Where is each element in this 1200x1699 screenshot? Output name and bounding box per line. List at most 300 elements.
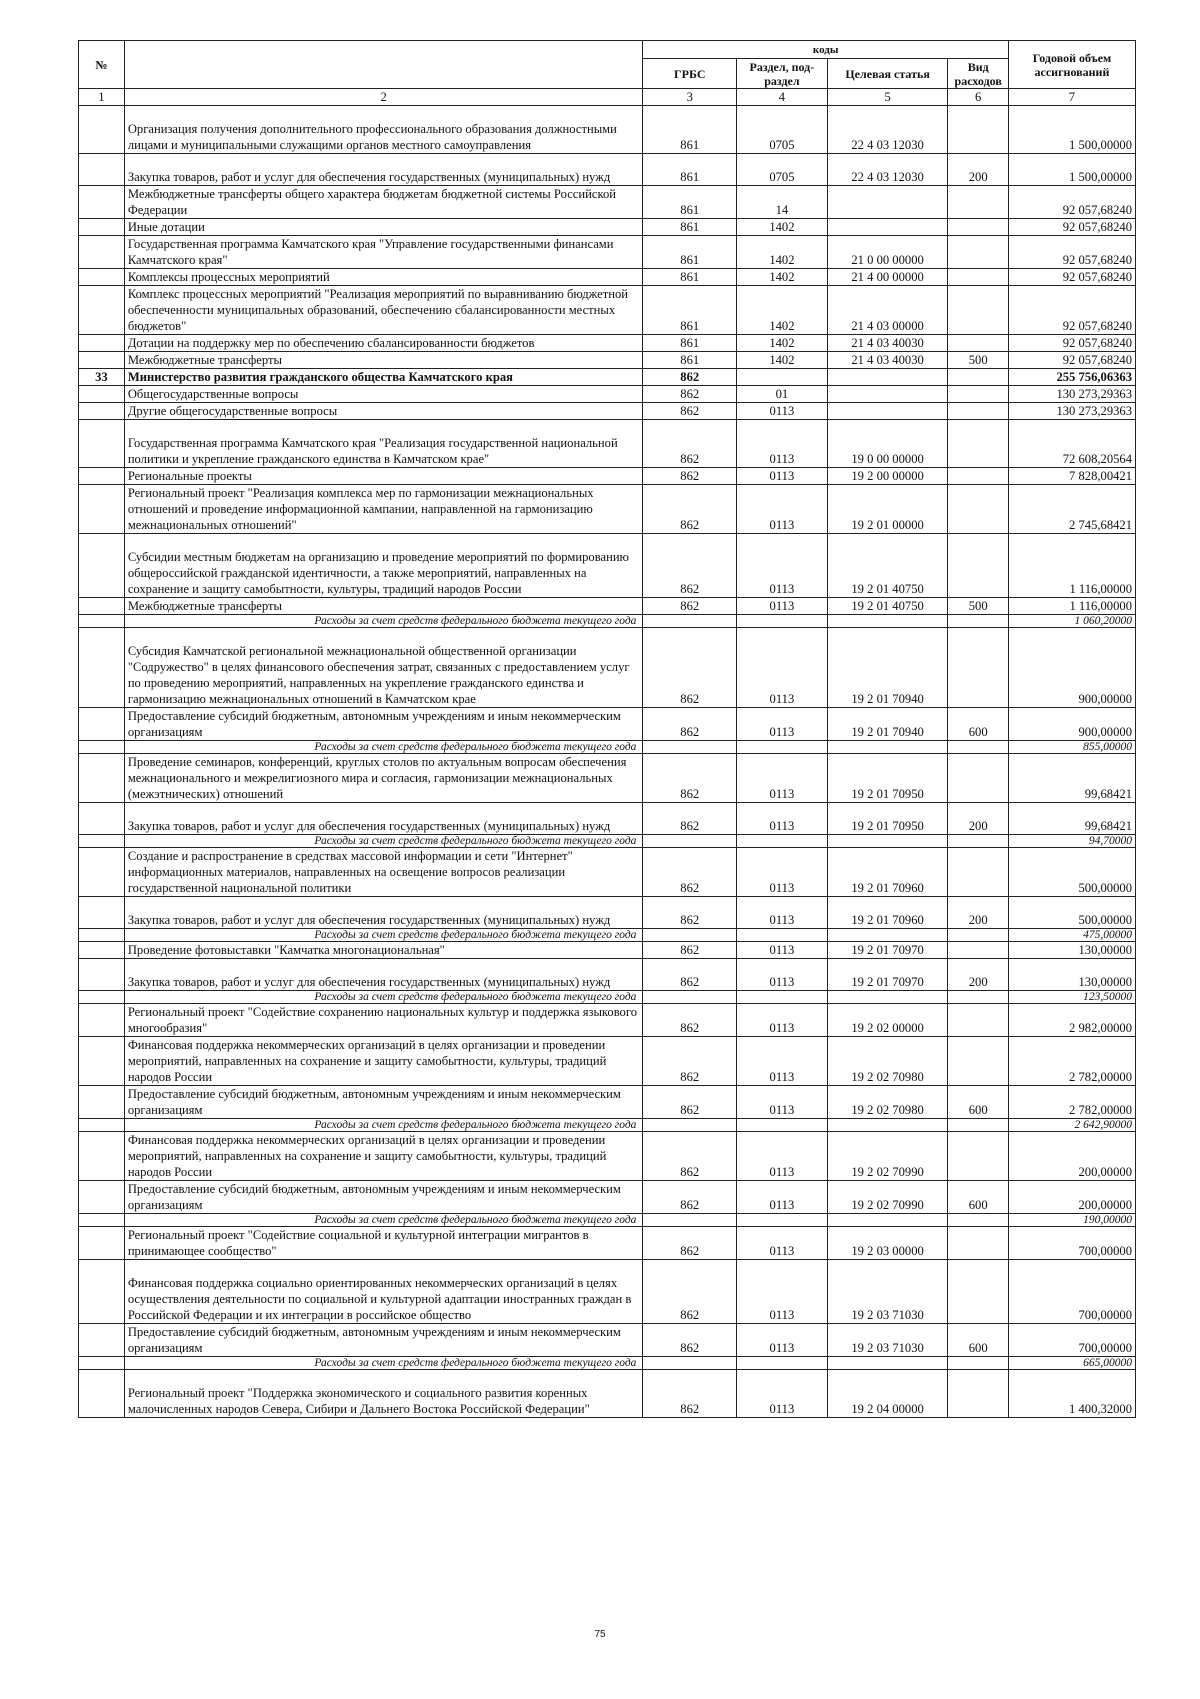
row-expense-type bbox=[948, 219, 1008, 236]
row-section bbox=[737, 615, 828, 628]
row-target-article: 19 2 01 70940 bbox=[827, 628, 948, 708]
federal-funds-row bbox=[79, 1214, 1136, 1227]
row-expense-type bbox=[948, 1227, 1008, 1260]
row-expense-type bbox=[948, 403, 1008, 420]
row-section bbox=[737, 741, 828, 754]
row-grbs bbox=[643, 929, 737, 942]
row-section: 0113 bbox=[737, 420, 828, 468]
row-amount: 99,68421 bbox=[1008, 754, 1135, 803]
row-grbs: 862 bbox=[643, 708, 737, 741]
row-expense-type bbox=[948, 929, 1008, 942]
row-target-article: 19 2 01 70970 bbox=[827, 959, 948, 991]
row-name: Региональные проекты bbox=[124, 468, 643, 485]
row-expense-type bbox=[948, 991, 1008, 1004]
row-amount: 700,00000 bbox=[1008, 1227, 1135, 1260]
table-row bbox=[79, 269, 1136, 286]
row-target-article: 19 2 03 71030 bbox=[827, 1260, 948, 1324]
row-target-article bbox=[827, 929, 948, 942]
row-number bbox=[79, 286, 125, 335]
row-expense-type bbox=[948, 741, 1008, 754]
header-number: № bbox=[79, 41, 125, 89]
row-section: 0113 bbox=[737, 897, 828, 929]
row-grbs: 862 bbox=[643, 1086, 737, 1119]
row-number bbox=[79, 1227, 125, 1260]
row-number bbox=[79, 386, 125, 403]
row-number bbox=[79, 991, 125, 1004]
row-expense-type bbox=[948, 1037, 1008, 1086]
row-expense-type bbox=[948, 628, 1008, 708]
table-row bbox=[79, 420, 1136, 468]
row-expense-type bbox=[948, 1132, 1008, 1181]
row-grbs: 862 bbox=[643, 420, 737, 468]
row-amount: 2 782,00000 bbox=[1008, 1037, 1135, 1086]
row-name: Проведение фотовыставки "Камчатка многонациональная" bbox=[124, 942, 643, 959]
row-target-article: 21 4 03 40030 bbox=[827, 352, 948, 369]
row-grbs: 861 bbox=[643, 106, 737, 154]
table-row bbox=[79, 154, 1136, 186]
table-row bbox=[79, 897, 1136, 929]
row-section: 0705 bbox=[737, 106, 828, 154]
row-number bbox=[79, 1181, 125, 1214]
row-grbs: 862 bbox=[643, 942, 737, 959]
row-name: Предоставление субсидий бюджетным, автономным учреждениям и иным некоммерческим организациям bbox=[124, 1181, 643, 1214]
row-grbs bbox=[643, 615, 737, 628]
row-name: Финансовая поддержка социально ориентированных некоммерческих организаций в целях осуществления деятельности по социальной и культурной адаптации иностранных граждан в Российской Федерации и их интеграции в российское общество bbox=[124, 1260, 643, 1324]
row-target-article: 19 2 01 70970 bbox=[827, 942, 948, 959]
row-expense-type bbox=[948, 1370, 1008, 1418]
row-section: 01 bbox=[737, 386, 828, 403]
row-amount: 72 608,20564 bbox=[1008, 420, 1135, 468]
row-name: Организация получения дополнительного профессионального образования должностными лицами и муниципальными служащими органов местного самоуправления bbox=[124, 106, 643, 154]
row-amount: 94,70000 bbox=[1008, 835, 1135, 848]
row-target-article: 19 2 01 70950 bbox=[827, 754, 948, 803]
row-target-article bbox=[827, 219, 948, 236]
row-name: Расходы за счет средств федерального бюджета текущего года bbox=[124, 1357, 643, 1370]
row-amount: 92 057,68240 bbox=[1008, 236, 1135, 269]
row-target-article: 21 0 00 00000 bbox=[827, 236, 948, 269]
row-section: 0113 bbox=[737, 942, 828, 959]
row-section: 1402 bbox=[737, 236, 828, 269]
row-number bbox=[79, 1260, 125, 1324]
row-grbs: 862 bbox=[643, 754, 737, 803]
row-grbs: 862 bbox=[643, 628, 737, 708]
column-number: 2 bbox=[124, 89, 643, 106]
row-section: 1402 bbox=[737, 219, 828, 236]
table-row bbox=[79, 1324, 1136, 1357]
row-expense-type bbox=[948, 286, 1008, 335]
row-amount: 130 273,29363 bbox=[1008, 386, 1135, 403]
row-section: 0113 bbox=[737, 1227, 828, 1260]
row-target-article bbox=[827, 615, 948, 628]
row-name: Закупка товаров, работ и услуг для обеспечения государственных (муниципальных) нужд bbox=[124, 803, 643, 835]
header-name bbox=[124, 41, 643, 89]
row-number bbox=[79, 1132, 125, 1181]
row-number bbox=[79, 598, 125, 615]
row-expense-type bbox=[948, 335, 1008, 352]
row-expense-type bbox=[948, 186, 1008, 219]
row-target-article: 19 2 02 70980 bbox=[827, 1037, 948, 1086]
row-amount: 190,00000 bbox=[1008, 1214, 1135, 1227]
row-expense-type bbox=[948, 269, 1008, 286]
row-amount: 1 060,20000 bbox=[1008, 615, 1135, 628]
row-name: Финансовая поддержка некоммерческих организаций в целях организации и проведении мероприятий, направленных на сохранение и защиту самобытности, культуры, традиций народов России bbox=[124, 1132, 643, 1181]
row-grbs bbox=[643, 835, 737, 848]
row-grbs: 862 bbox=[643, 1260, 737, 1324]
row-grbs: 861 bbox=[643, 352, 737, 369]
row-amount: 1 116,00000 bbox=[1008, 598, 1135, 615]
row-grbs: 861 bbox=[643, 269, 737, 286]
row-number bbox=[79, 335, 125, 352]
row-amount: 255 756,06363 bbox=[1008, 369, 1135, 386]
row-expense-type: 200 bbox=[948, 803, 1008, 835]
row-grbs: 861 bbox=[643, 219, 737, 236]
row-amount: 200,00000 bbox=[1008, 1181, 1135, 1214]
row-expense-type bbox=[948, 1119, 1008, 1132]
row-amount: 99,68421 bbox=[1008, 803, 1135, 835]
row-name: Межбюджетные трансферты bbox=[124, 352, 643, 369]
row-name: Межбюджетные трансферты bbox=[124, 598, 643, 615]
row-amount: 665,00000 bbox=[1008, 1357, 1135, 1370]
row-number bbox=[79, 106, 125, 154]
row-expense-type: 200 bbox=[948, 897, 1008, 929]
row-target-article bbox=[827, 991, 948, 1004]
budget-table bbox=[78, 40, 1136, 1418]
row-amount: 700,00000 bbox=[1008, 1324, 1135, 1357]
row-target-article: 19 2 04 00000 bbox=[827, 1370, 948, 1418]
table-row bbox=[79, 1227, 1136, 1260]
row-grbs bbox=[643, 991, 737, 1004]
row-section: 0113 bbox=[737, 959, 828, 991]
table-row bbox=[79, 628, 1136, 708]
budget-sheet bbox=[78, 40, 1136, 1418]
row-section: 0113 bbox=[737, 1086, 828, 1119]
row-grbs: 862 bbox=[643, 803, 737, 835]
row-section: 0113 bbox=[737, 403, 828, 420]
row-name: Расходы за счет средств федерального бюджета текущего года bbox=[124, 835, 643, 848]
table-row bbox=[79, 942, 1136, 959]
row-name: Региональный проект "Содействие социальной и культурной интеграции мигрантов в принимающее сообщество" bbox=[124, 1227, 643, 1260]
row-name: Субсидии местным бюджетам на организацию и проведение мероприятий по формированию общероссийской гражданской идентичности, а также мероприятий, направленных на сохранение и защиту самобытности, культуры, традиций народов России bbox=[124, 534, 643, 598]
row-expense-type bbox=[948, 420, 1008, 468]
row-section: 0113 bbox=[737, 708, 828, 741]
row-amount: 92 057,68240 bbox=[1008, 286, 1135, 335]
row-expense-type bbox=[948, 615, 1008, 628]
row-expense-type bbox=[948, 1260, 1008, 1324]
row-section bbox=[737, 991, 828, 1004]
row-number bbox=[79, 269, 125, 286]
table-header bbox=[79, 41, 1136, 106]
row-grbs: 862 bbox=[643, 468, 737, 485]
row-expense-type bbox=[948, 835, 1008, 848]
row-amount: 2 642,90000 bbox=[1008, 1119, 1135, 1132]
header-grbs: ГРБС bbox=[643, 59, 737, 89]
row-target-article bbox=[827, 741, 948, 754]
row-number bbox=[79, 1370, 125, 1418]
row-grbs: 862 bbox=[643, 897, 737, 929]
table-row bbox=[79, 369, 1136, 386]
row-target-article: 21 4 00 00000 bbox=[827, 269, 948, 286]
table-row bbox=[79, 598, 1136, 615]
row-amount: 900,00000 bbox=[1008, 628, 1135, 708]
row-target-article: 19 2 01 70960 bbox=[827, 848, 948, 897]
table-row bbox=[79, 219, 1136, 236]
row-section: 14 bbox=[737, 186, 828, 219]
row-expense-type: 200 bbox=[948, 154, 1008, 186]
row-section: 0113 bbox=[737, 1004, 828, 1037]
row-amount: 123,50000 bbox=[1008, 991, 1135, 1004]
row-expense-type bbox=[948, 468, 1008, 485]
table-row bbox=[79, 1086, 1136, 1119]
row-section: 0113 bbox=[737, 803, 828, 835]
table-row bbox=[79, 352, 1136, 369]
row-name: Расходы за счет средств федерального бюджета текущего года bbox=[124, 615, 643, 628]
row-name: Региональный проект "Поддержка экономического и социального развития коренных малочисленных народов Севера, Сибири и Дальнего Востока Российской Федерации" bbox=[124, 1370, 643, 1418]
row-section: 1402 bbox=[737, 269, 828, 286]
column-number: 6 bbox=[948, 89, 1008, 106]
row-section: 0113 bbox=[737, 485, 828, 534]
federal-funds-row bbox=[79, 929, 1136, 942]
federal-funds-row bbox=[79, 615, 1136, 628]
row-number bbox=[79, 1004, 125, 1037]
row-grbs: 861 bbox=[643, 236, 737, 269]
row-amount: 2 982,00000 bbox=[1008, 1004, 1135, 1037]
row-expense-type bbox=[948, 485, 1008, 534]
row-target-article bbox=[827, 386, 948, 403]
row-number bbox=[79, 485, 125, 534]
row-target-article: 19 2 00 00000 bbox=[827, 468, 948, 485]
row-name: Расходы за счет средств федерального бюджета текущего года bbox=[124, 1214, 643, 1227]
row-expense-type: 600 bbox=[948, 1324, 1008, 1357]
row-grbs bbox=[643, 1119, 737, 1132]
row-name: Проведение семинаров, конференций, круглых столов по актуальным вопросам обеспечения межнационального и межрелигиозного мира и согласия, гармонизации межнациональных (межэтнических) отношений bbox=[124, 754, 643, 803]
table-row bbox=[79, 708, 1136, 741]
row-amount: 1 400,32000 bbox=[1008, 1370, 1135, 1418]
row-expense-type: 600 bbox=[948, 1086, 1008, 1119]
row-amount: 1 500,00000 bbox=[1008, 154, 1135, 186]
row-section bbox=[737, 1214, 828, 1227]
header-expense-type: Вид расходов bbox=[948, 59, 1008, 89]
row-target-article: 21 4 03 40030 bbox=[827, 335, 948, 352]
row-expense-type: 600 bbox=[948, 1181, 1008, 1214]
row-name: Комплексы процессных мероприятий bbox=[124, 269, 643, 286]
header-column-numbers bbox=[79, 89, 1136, 106]
header-razdel: Раздел, под-раздел bbox=[737, 59, 828, 89]
row-number: 33 bbox=[79, 369, 125, 386]
row-amount: 92 057,68240 bbox=[1008, 219, 1135, 236]
row-target-article bbox=[827, 1357, 948, 1370]
row-number bbox=[79, 942, 125, 959]
row-amount: 855,00000 bbox=[1008, 741, 1135, 754]
table-row bbox=[79, 186, 1136, 219]
row-section bbox=[737, 1357, 828, 1370]
row-section: 1402 bbox=[737, 335, 828, 352]
row-target-article: 19 0 00 00000 bbox=[827, 420, 948, 468]
column-number: 5 bbox=[827, 89, 948, 106]
row-expense-type bbox=[948, 1004, 1008, 1037]
row-target-article: 19 2 02 70980 bbox=[827, 1086, 948, 1119]
row-expense-type bbox=[948, 942, 1008, 959]
table-row bbox=[79, 468, 1136, 485]
row-number bbox=[79, 897, 125, 929]
row-section: 1402 bbox=[737, 286, 828, 335]
table-row bbox=[79, 848, 1136, 897]
row-expense-type bbox=[948, 534, 1008, 598]
row-section: 0113 bbox=[737, 1037, 828, 1086]
row-grbs: 862 bbox=[643, 1227, 737, 1260]
header-target-article: Целевая статья bbox=[827, 59, 948, 89]
row-number bbox=[79, 219, 125, 236]
row-target-article bbox=[827, 1119, 948, 1132]
row-grbs: 861 bbox=[643, 186, 737, 219]
row-number bbox=[79, 929, 125, 942]
row-section: 0113 bbox=[737, 598, 828, 615]
row-grbs: 862 bbox=[643, 485, 737, 534]
federal-funds-row bbox=[79, 991, 1136, 1004]
row-grbs: 862 bbox=[643, 848, 737, 897]
row-grbs bbox=[643, 1214, 737, 1227]
row-grbs: 862 bbox=[643, 1132, 737, 1181]
federal-funds-row bbox=[79, 1357, 1136, 1370]
row-name: Предоставление субсидий бюджетным, автономным учреждениям и иным некоммерческим организациям bbox=[124, 1086, 643, 1119]
row-grbs: 862 bbox=[643, 1037, 737, 1086]
row-name: Расходы за счет средств федерального бюджета текущего года bbox=[124, 929, 643, 942]
row-target-article: 22 4 03 12030 bbox=[827, 154, 948, 186]
row-grbs bbox=[643, 741, 737, 754]
table-row bbox=[79, 236, 1136, 269]
table-row bbox=[79, 335, 1136, 352]
row-grbs: 862 bbox=[643, 1181, 737, 1214]
row-name: Иные дотации bbox=[124, 219, 643, 236]
row-grbs: 862 bbox=[643, 1004, 737, 1037]
row-section: 0113 bbox=[737, 754, 828, 803]
row-amount: 900,00000 bbox=[1008, 708, 1135, 741]
row-number bbox=[79, 1214, 125, 1227]
table-row bbox=[79, 1181, 1136, 1214]
row-expense-type bbox=[948, 848, 1008, 897]
row-amount: 92 057,68240 bbox=[1008, 335, 1135, 352]
row-name: Расходы за счет средств федерального бюджета текущего года bbox=[124, 1119, 643, 1132]
row-target-article: 19 2 02 00000 bbox=[827, 1004, 948, 1037]
row-grbs bbox=[643, 1357, 737, 1370]
row-amount: 1 500,00000 bbox=[1008, 106, 1135, 154]
row-expense-type bbox=[948, 1357, 1008, 1370]
table-row bbox=[79, 386, 1136, 403]
row-target-article bbox=[827, 186, 948, 219]
row-amount: 130,00000 bbox=[1008, 942, 1135, 959]
row-expense-type: 500 bbox=[948, 352, 1008, 369]
row-number bbox=[79, 741, 125, 754]
row-grbs: 861 bbox=[643, 335, 737, 352]
row-amount: 700,00000 bbox=[1008, 1260, 1135, 1324]
row-target-article: 19 2 01 40750 bbox=[827, 598, 948, 615]
row-section bbox=[737, 929, 828, 942]
row-target-article: 19 2 01 00000 bbox=[827, 485, 948, 534]
table-row bbox=[79, 534, 1136, 598]
row-amount: 130 273,29363 bbox=[1008, 403, 1135, 420]
header-amount: Годовой объем ассигнований bbox=[1008, 41, 1135, 89]
row-number bbox=[79, 628, 125, 708]
row-section bbox=[737, 835, 828, 848]
row-name: Другие общегосударственные вопросы bbox=[124, 403, 643, 420]
row-name: Закупка товаров, работ и услуг для обеспечения государственных (муниципальных) нужд bbox=[124, 959, 643, 991]
row-section: 0113 bbox=[737, 534, 828, 598]
table-row bbox=[79, 1370, 1136, 1418]
row-section: 0113 bbox=[737, 1181, 828, 1214]
row-name: Предоставление субсидий бюджетным, автономным учреждениям и иным некоммерческим организациям bbox=[124, 1324, 643, 1357]
row-name: Субсидия Камчатской региональной межнациональной общественной организации "Содружество" в целях финансового обеспечения затрат, связанных с предоставлением услуг по проведению мероприятий, направленных на укрепление гражданского единства и гармонизацию межнациональных отношений в Камчатском крае bbox=[124, 628, 643, 708]
row-number bbox=[79, 236, 125, 269]
row-section: 0113 bbox=[737, 1260, 828, 1324]
page-number: 75 bbox=[594, 1629, 606, 1640]
row-target-article: 19 2 03 71030 bbox=[827, 1324, 948, 1357]
column-number: 7 bbox=[1008, 89, 1135, 106]
row-grbs: 862 bbox=[643, 598, 737, 615]
row-name: Региональный проект "Содействие сохранению национальных культур и поддержка языкового многообразия" bbox=[124, 1004, 643, 1037]
row-amount: 500,00000 bbox=[1008, 897, 1135, 929]
row-name: Комплекс процессных мероприятий "Реализация мероприятий по выравниванию бюджетной обеспеченности муниципальных образований, обеспечению сбалансированности местных бюджетов" bbox=[124, 286, 643, 335]
row-section: 0705 bbox=[737, 154, 828, 186]
row-grbs: 861 bbox=[643, 286, 737, 335]
row-name: Межбюджетные трансферты общего характера бюджетам бюджетной системы Российской Федерации bbox=[124, 186, 643, 219]
row-number bbox=[79, 835, 125, 848]
row-number bbox=[79, 1037, 125, 1086]
row-section bbox=[737, 1119, 828, 1132]
row-grbs: 862 bbox=[643, 369, 737, 386]
row-number bbox=[79, 1324, 125, 1357]
row-amount: 92 057,68240 bbox=[1008, 269, 1135, 286]
row-expense-type bbox=[948, 386, 1008, 403]
row-number bbox=[79, 186, 125, 219]
row-section: 0113 bbox=[737, 628, 828, 708]
row-amount: 2 745,68421 bbox=[1008, 485, 1135, 534]
row-name: Общегосударственные вопросы bbox=[124, 386, 643, 403]
row-amount: 500,00000 bbox=[1008, 848, 1135, 897]
row-number bbox=[79, 959, 125, 991]
row-section: 0113 bbox=[737, 1370, 828, 1418]
row-section: 0113 bbox=[737, 1132, 828, 1181]
header-codes: коды bbox=[643, 41, 1009, 59]
row-name: Государственная программа Камчатского края "Реализация государственной национальной политики и укрепление гражданского единства в Камчатском крае" bbox=[124, 420, 643, 468]
row-grbs: 862 bbox=[643, 1370, 737, 1418]
table-body bbox=[79, 106, 1136, 1418]
row-amount: 200,00000 bbox=[1008, 1132, 1135, 1181]
row-number bbox=[79, 420, 125, 468]
row-number bbox=[79, 754, 125, 803]
row-target-article bbox=[827, 1214, 948, 1227]
row-amount: 92 057,68240 bbox=[1008, 186, 1135, 219]
table-row bbox=[79, 286, 1136, 335]
row-expense-type: 500 bbox=[948, 598, 1008, 615]
row-grbs: 862 bbox=[643, 403, 737, 420]
column-number: 3 bbox=[643, 89, 737, 106]
row-number bbox=[79, 154, 125, 186]
row-number bbox=[79, 352, 125, 369]
row-number bbox=[79, 1119, 125, 1132]
row-expense-type bbox=[948, 369, 1008, 386]
row-name: Финансовая поддержка некоммерческих организаций в целях организации и проведении мероприятий, направленных на сохранение и защиту самобытности, культуры, традиций народов России bbox=[124, 1037, 643, 1086]
table-row bbox=[79, 959, 1136, 991]
row-section: 0113 bbox=[737, 848, 828, 897]
row-name: Дотации на поддержку мер по обеспечению сбалансированности бюджетов bbox=[124, 335, 643, 352]
row-amount: 2 782,00000 bbox=[1008, 1086, 1135, 1119]
row-grbs: 862 bbox=[643, 1324, 737, 1357]
row-name: Министерство развития гражданского общества Камчатского края bbox=[124, 369, 643, 386]
row-section bbox=[737, 369, 828, 386]
table-row bbox=[79, 106, 1136, 154]
table-row bbox=[79, 1037, 1136, 1086]
row-expense-type bbox=[948, 106, 1008, 154]
row-name: Расходы за счет средств федерального бюджета текущего года bbox=[124, 741, 643, 754]
